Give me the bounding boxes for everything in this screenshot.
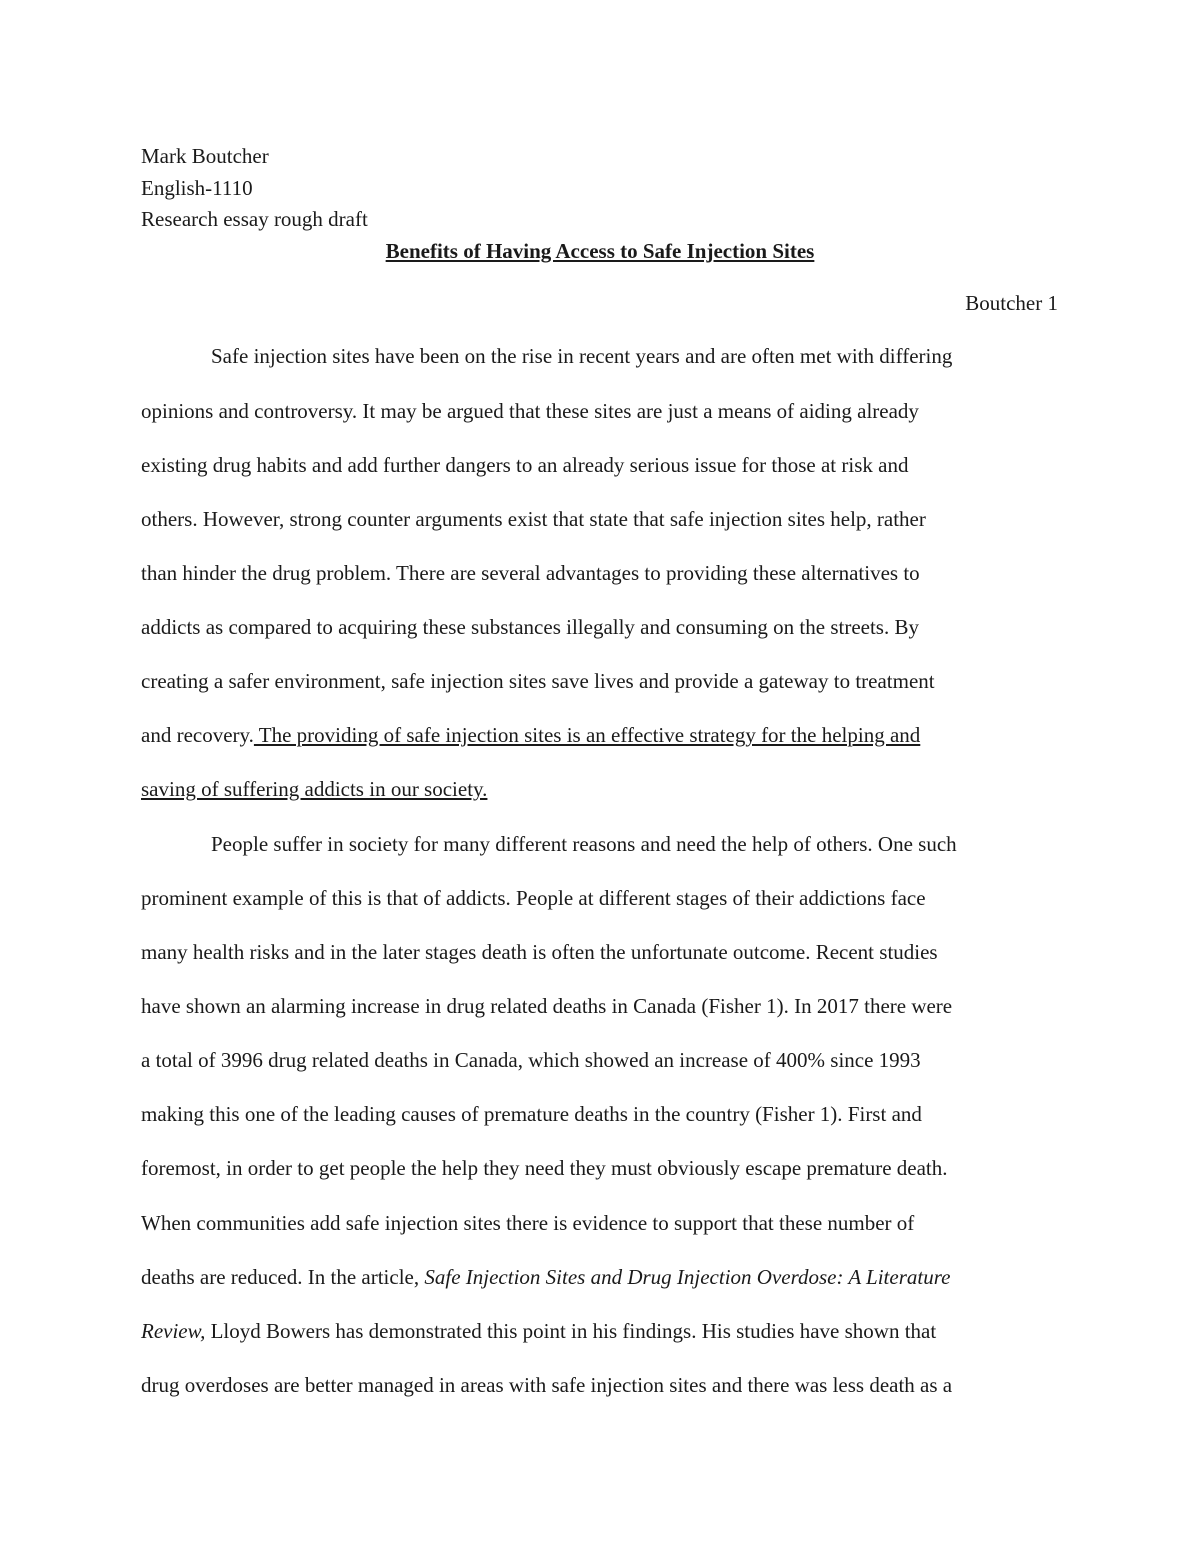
paragraph-2-line-6: making this one of the leading causes of premature deaths in the country (Fisher 1). First and	[141, 1102, 922, 1126]
paragraph-1-line-8-text: and recovery.	[141, 723, 254, 747]
paragraph-2-line-3: many health risks and in the later stages death is often the unfortunate outcome. Recent studies	[141, 940, 938, 964]
paragraph-2-line-5: a total of 3996 drug related deaths in Canada, which showed an increase of 400% since 1993	[141, 1048, 921, 1072]
paragraph-2-line-9-text: deaths are reduced. In the article,	[141, 1265, 425, 1289]
author-name: Mark Boutcher	[141, 144, 269, 168]
assignment-name: Research essay rough draft	[141, 207, 368, 231]
essay-header	[141, 141, 368, 236]
paragraph-1-line-2: opinions and controversy. It may be argued that these sites are just a means of aiding already	[141, 399, 919, 423]
article-title-part-2: Review,	[141, 1319, 206, 1343]
paragraph-1-line-7: creating a safer environment, safe injection sites save lives and provide a gateway to treatment	[141, 669, 935, 693]
article-title-part-1: Safe Injection Sites and Drug Injection Overdose: A Literature	[424, 1265, 951, 1289]
paragraph-1-line-4: others. However, strong counter arguments exist that state that safe injection sites help, rather	[141, 507, 926, 531]
paragraph-1-line-5: than hinder the drug problem. There are several advantages to providing these alternatives to	[141, 561, 920, 585]
paragraph-2-line-11: drug overdoses are better managed in areas with safe injection sites and there was less death as a	[141, 1373, 953, 1397]
paragraph-2-line-4: have shown an alarming increase in drug related deaths in Canada (Fisher 1). In 2017 there were	[141, 994, 953, 1018]
paragraph-2-line-10	[141, 1316, 936, 1347]
thesis-statement-part-2: saving of suffering addicts in our society.	[141, 777, 488, 801]
paragraph-1-line-1: Safe injection sites have been on the rise in recent years and are often met with differing	[211, 344, 953, 368]
course-name: English-1110	[141, 175, 253, 200]
paragraph-1-line-3: existing drug habits and add further dangers to an already serious issue for those at risk and	[141, 453, 909, 477]
paragraph-1-line-8	[141, 720, 920, 751]
paragraph-2-line-1: People suffer in society for many different reasons and need the help of others. One such	[211, 832, 957, 856]
paragraph-1-line-6: addicts as compared to acquiring these substances illegally and consuming on the streets. By	[141, 615, 919, 639]
page-number: Boutcher 1	[965, 291, 1058, 315]
thesis-statement-part-1: The providing of safe injection sites is an effective strategy for the helping and	[253, 723, 921, 747]
paragraph-1-line-9	[141, 774, 487, 805]
essay-title: Benefits of Having Access to Safe Injection Sites	[385, 239, 815, 263]
paragraph-2-line-2: prominent example of this is that of addicts. People at different stages of their addictions face	[141, 886, 926, 910]
paragraph-2-line-9	[141, 1262, 950, 1293]
paragraph-2-line-10-text: Lloyd Bowers has demonstrated this point in his findings. His studies have shown that	[205, 1319, 937, 1343]
paragraph-2-line-7: foremost, in order to get people the help they need they must obviously escape premature death.	[141, 1156, 948, 1180]
paragraph-2-line-8: When communities add safe injection sites there is evidence to support that these number of	[141, 1211, 915, 1235]
